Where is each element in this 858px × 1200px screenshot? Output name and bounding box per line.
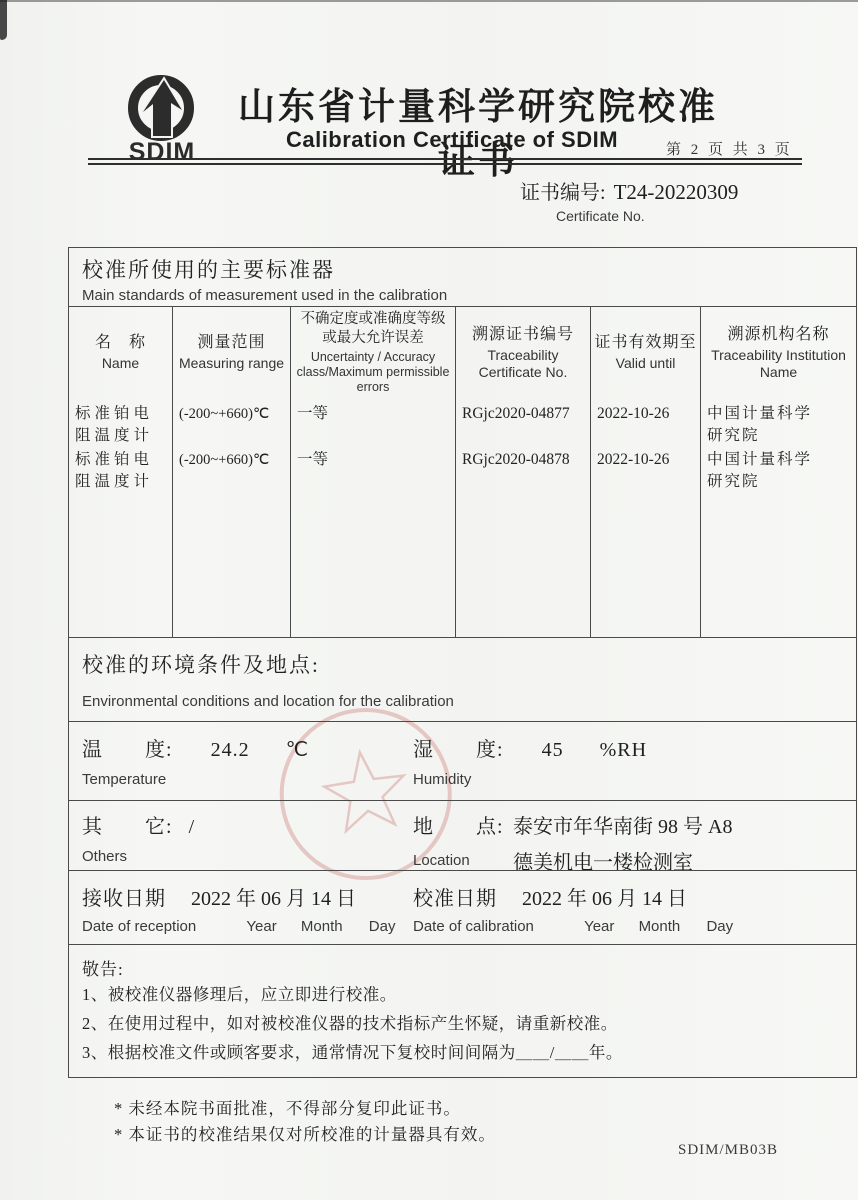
footer-note-2: * 本证书的校准结果仅对所校准的计量器具有效。 (114, 1125, 496, 1144)
calibration-date-label-en: Date of calibration (413, 917, 534, 935)
notice-item-2: 2、在使用过程中，如对被校准仪器的技术指标产生怀疑，请重新校准。 (82, 1013, 618, 1033)
location-value-line1: 泰安市年华南街 98 号 A8 (513, 815, 733, 838)
calibration-date-label-cn: 校准日期 (413, 887, 497, 910)
certificate-title-en: Calibration Certificate of SDIM (285, 127, 619, 152)
sdim-logo-icon (108, 70, 220, 164)
unit-day: Day (368, 917, 396, 935)
table-cell: 一等 (297, 404, 329, 422)
location-label-en: Location (413, 851, 470, 869)
header-divider-rule (88, 158, 802, 165)
others-label-en: Others (82, 847, 128, 865)
col-header-traceability-institution: 溯源机构名称 Traceability Institution Name (711, 325, 846, 380)
table-cell: 标准铂电阻温度计 (75, 450, 154, 490)
table-col-name (69, 398, 173, 637)
temperature-label-en: Temperature (82, 771, 167, 789)
unit-day: Day (706, 917, 734, 935)
unit-month: Month (638, 917, 681, 935)
certificate-title-cn: 山东省计量科学研究院校准证书 (238, 87, 718, 182)
footer-note-1: * 未经本院书面批准，不得部分复印此证书。 (114, 1099, 461, 1118)
table-cell: 一等 (297, 450, 329, 468)
certificate-no-label-cn: 证书编号: (520, 182, 606, 204)
col-header-measuring-range: 测量范围 Measuring range (173, 307, 291, 398)
form-number: SDIM/MB03B (678, 1142, 779, 1158)
table-col-range (173, 398, 291, 637)
table-col-cert-no (456, 398, 591, 637)
reception-date-value: 2022 年 06 月 14 日 (191, 887, 356, 910)
reception-date-label-en: Date of reception (82, 917, 197, 935)
certificate-no-line (520, 176, 738, 205)
location-label-cn: 地 点: (413, 815, 504, 838)
humidity-value: 45 (541, 739, 564, 762)
standards-title-cn: 校准所使用的主要标准器 (82, 258, 335, 282)
unit-year: Year (246, 917, 277, 935)
table-cell: 中国计量科学研究院 (707, 404, 813, 444)
location-value-line2: 德美机电一楼检测室 (513, 851, 693, 874)
standards-section-title (69, 248, 856, 306)
notice-item-1: 1、被校准仪器修理后，应立即进行校准。 (82, 984, 397, 1004)
dates-row (69, 870, 856, 944)
calibration-date-field (413, 882, 733, 935)
table-cell: 2022-10-26 (597, 450, 670, 468)
others-location-row (69, 800, 856, 874)
others-label-cn: 其 它: (82, 815, 173, 838)
standards-title-en: Main standards of measurement used in the calibration (82, 287, 448, 304)
certificate-no-value: T24-20220309 (613, 180, 739, 204)
humidity-unit: %RH (599, 739, 648, 762)
table-cell: RGjc2020-04878 (462, 450, 570, 468)
standards-table-header (69, 306, 856, 398)
scan-corner-artifact (0, 0, 7, 40)
footer-notes (114, 1096, 496, 1148)
standards-table-body (69, 398, 856, 637)
certificate-body-box (68, 247, 857, 1078)
page-number: 第 2 页 共 3 页 (666, 142, 793, 158)
reception-date-label-cn: 接收日期 (82, 887, 166, 910)
col-header-uncertainty: 不确定度或准确度等级或最大允许误差 Uncertainty / Accuracy class/Maximum permissible errors (291, 307, 456, 398)
col-header-traceability-cert-no: 溯源证书编号 Traceability Certificate No. (456, 307, 591, 398)
humidity-label-cn: 湿 度: (413, 739, 504, 762)
table-col-uncertainty (291, 398, 456, 637)
humidity-label-en: Humidity (413, 771, 472, 789)
others-value: / (188, 815, 196, 838)
scan-edge-artifact (0, 0, 858, 2)
notice-title: 敬告: (82, 959, 124, 979)
table-col-valid-until (591, 398, 701, 637)
unit-year: Year (584, 917, 615, 935)
environment-title-en: Environmental conditions and location for the calibration (82, 693, 454, 711)
col-header-valid-until: 证书有效期至 Valid until (591, 307, 701, 398)
table-cell: 中国计量科学研究院 (707, 450, 813, 490)
table-cell: (-200~+660)℃ (179, 405, 270, 422)
notice-item-3: 3、根据校准文件或顾客要求，通常情况下复校时间间隔为＿＿/＿＿年。 (82, 1042, 623, 1062)
temperature-humidity-row (69, 721, 856, 800)
table-col-institution (701, 398, 856, 637)
environment-title-cn: 校准的环境条件及地点: (82, 653, 320, 678)
logo-text: SDIM (128, 138, 196, 164)
table-cell: RGjc2020-04877 (462, 404, 570, 422)
table-cell: (-200~+660)℃ (179, 451, 270, 468)
environment-section-title (69, 637, 856, 721)
table-cell: 标准铂电阻温度计 (75, 404, 154, 444)
notice-section (69, 944, 856, 1077)
col-header-name: 名 称 Name (69, 307, 173, 398)
humidity-field (413, 733, 647, 788)
temperature-label-cn: 温 度: (82, 739, 173, 762)
location-field (413, 810, 732, 875)
calibration-date-value: 2022 年 06 月 14 日 (522, 887, 687, 910)
certificate-no-label-en: Certificate No. (556, 208, 645, 224)
temperature-value: 24.2 (210, 739, 250, 762)
temperature-unit: ℃ (285, 739, 310, 762)
table-cell: 2022-10-26 (597, 404, 670, 422)
unit-month: Month (300, 917, 343, 935)
